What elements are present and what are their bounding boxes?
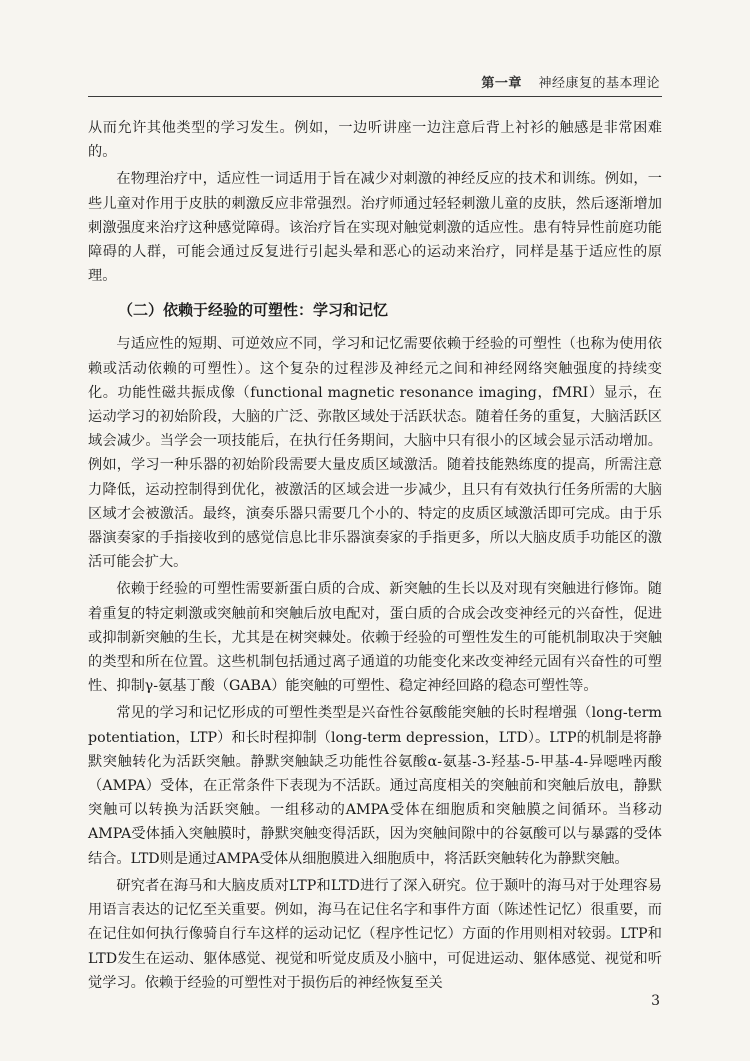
- paragraph-adaptation-therapy: 在物理治疗中，适应性一词适用于旨在减少对刺激的神经反应的技术和训练。例如，一些儿童对作用于皮肤的刺激反应非常强烈。治疗师通过轻轻刺激儿童的皮肤，然后逐渐增加刺激强度来治疗这种感觉障碍。该治疗旨在实现对触觉刺激的适应性。患有特异性前庭功能障碍的人群，可能会通过反复进行引起头晕和恶心的运动来治疗，同样是基于适应性的原理。: [88, 171, 662, 285]
- chapter-label: 第一章: [481, 76, 522, 91]
- paragraph-learning-memory: 与适应性的短期、可逆效应不同，学习和记忆需要依赖于经验的可塑性（也称为使用依赖或活动依赖的可塑性）。这个复杂的过程涉及神经元之间和神经网络突触强度的持续变化。功能性磁共振成像（functional magnetic resonance imaging，fMRI）显示，在运动学习的初始阶段，大脑的广泛、弥散区域处于活跃状态。随着任务的重复，大脑活跃区域会减少。当学会一项技能后，在执行任务期间，大脑中只有很小的区域会显示活动增加。例如，学习一种乐器的初始阶段需要大量皮质区域激活。随着技能熟练度的提高，所需注意力降低，运动控制得到优化，被激活的区域会进一步减少，且只有有效执行任务所需的大脑区域才会被激活。最终，演奏乐器只需要几个小的、特定的皮质区域激活即可完成。由于乐器演奏家的手指接收到的感觉信息比非乐器演奏家的手指更多，所以大脑皮质手功能区的激活可能会扩大。: [88, 336, 662, 571]
- running-head: [481, 72, 660, 91]
- paragraph-protein-synthesis: 依赖于经验的可塑性需要新蛋白质的合成、新突触的生长以及对现有突触进行修饰。随着重复的特定刺激或突触前和突触后放电配对，蛋白质的合成会改变神经元的兴奋性，促进或抑制新突触的生长，尤其是在树突棘处。依赖于经验的可塑性发生的可能机制取决于突触的类型和所在位置。这些机制包括通过离子通道的功能变化来改变神经元固有兴奋性的可塑性、抑制γ-氨基丁酸（GABA）能突触的可塑性、稳定神经回路的稳态可塑性等。: [88, 581, 662, 695]
- paragraph-ltp-ltd: 常见的学习和记忆形成的可塑性类型是兴奋性谷氨酸能突触的长时程增强（long-term potentiation，LTP）和长时程抑制（long-term depression，LTD）。LTP的机制是将静默突触转化为活跃突触。静默突触缺乏功能性谷氨酸α-氨基-3-羟基-5-甲基-4-异噁唑丙酸（AMPA）受体，在正常条件下表现为不活跃。通过高度相关的突触前和突触后放电，静默突触可以转换为活跃突触。一组移动的AMPA受体在细胞质和突触膜之间循环。当移动AMPA受体插入突触膜时，静默突触变得活跃，因为突触间隙中的谷氨酸可以与暴露的受体结合。LTD则是通过AMPA受体从细胞膜进入细胞质中，将活跃突触转化为静默突触。: [88, 705, 662, 867]
- page-number: 3: [651, 993, 660, 1009]
- section-heading: （二）依赖于经验的可塑性：学习和记忆: [118, 301, 389, 320]
- body-text: [88, 116, 662, 998]
- chapter-title: 神经康复的基本理论: [538, 76, 660, 91]
- header-rule: [88, 96, 662, 97]
- paragraph-continued: 从而允许其他类型的学习发生。例如，一边听讲座一边注意后背上衬衫的触感是非常困难的。: [88, 120, 662, 161]
- paragraph-hippocampus: 研究者在海马和大脑皮质对LTP和LTD进行了深入研究。位于颞叶的海马对于处理容易用语言表达的记忆至关重要。例如，海马在记住名字和事件方面（陈述性记忆）很重要，而在记住如何执行像骑自行车这样的运动记忆（程序性记忆）方面的作用则相对较弱。LTP和LTD发生在运动、躯体感觉、视觉和听觉皮质及小脑中，可促进运动、躯体感觉、视觉和听觉学习。依赖于经验的可塑性对于损伤后的神经恢复至关: [88, 877, 662, 991]
